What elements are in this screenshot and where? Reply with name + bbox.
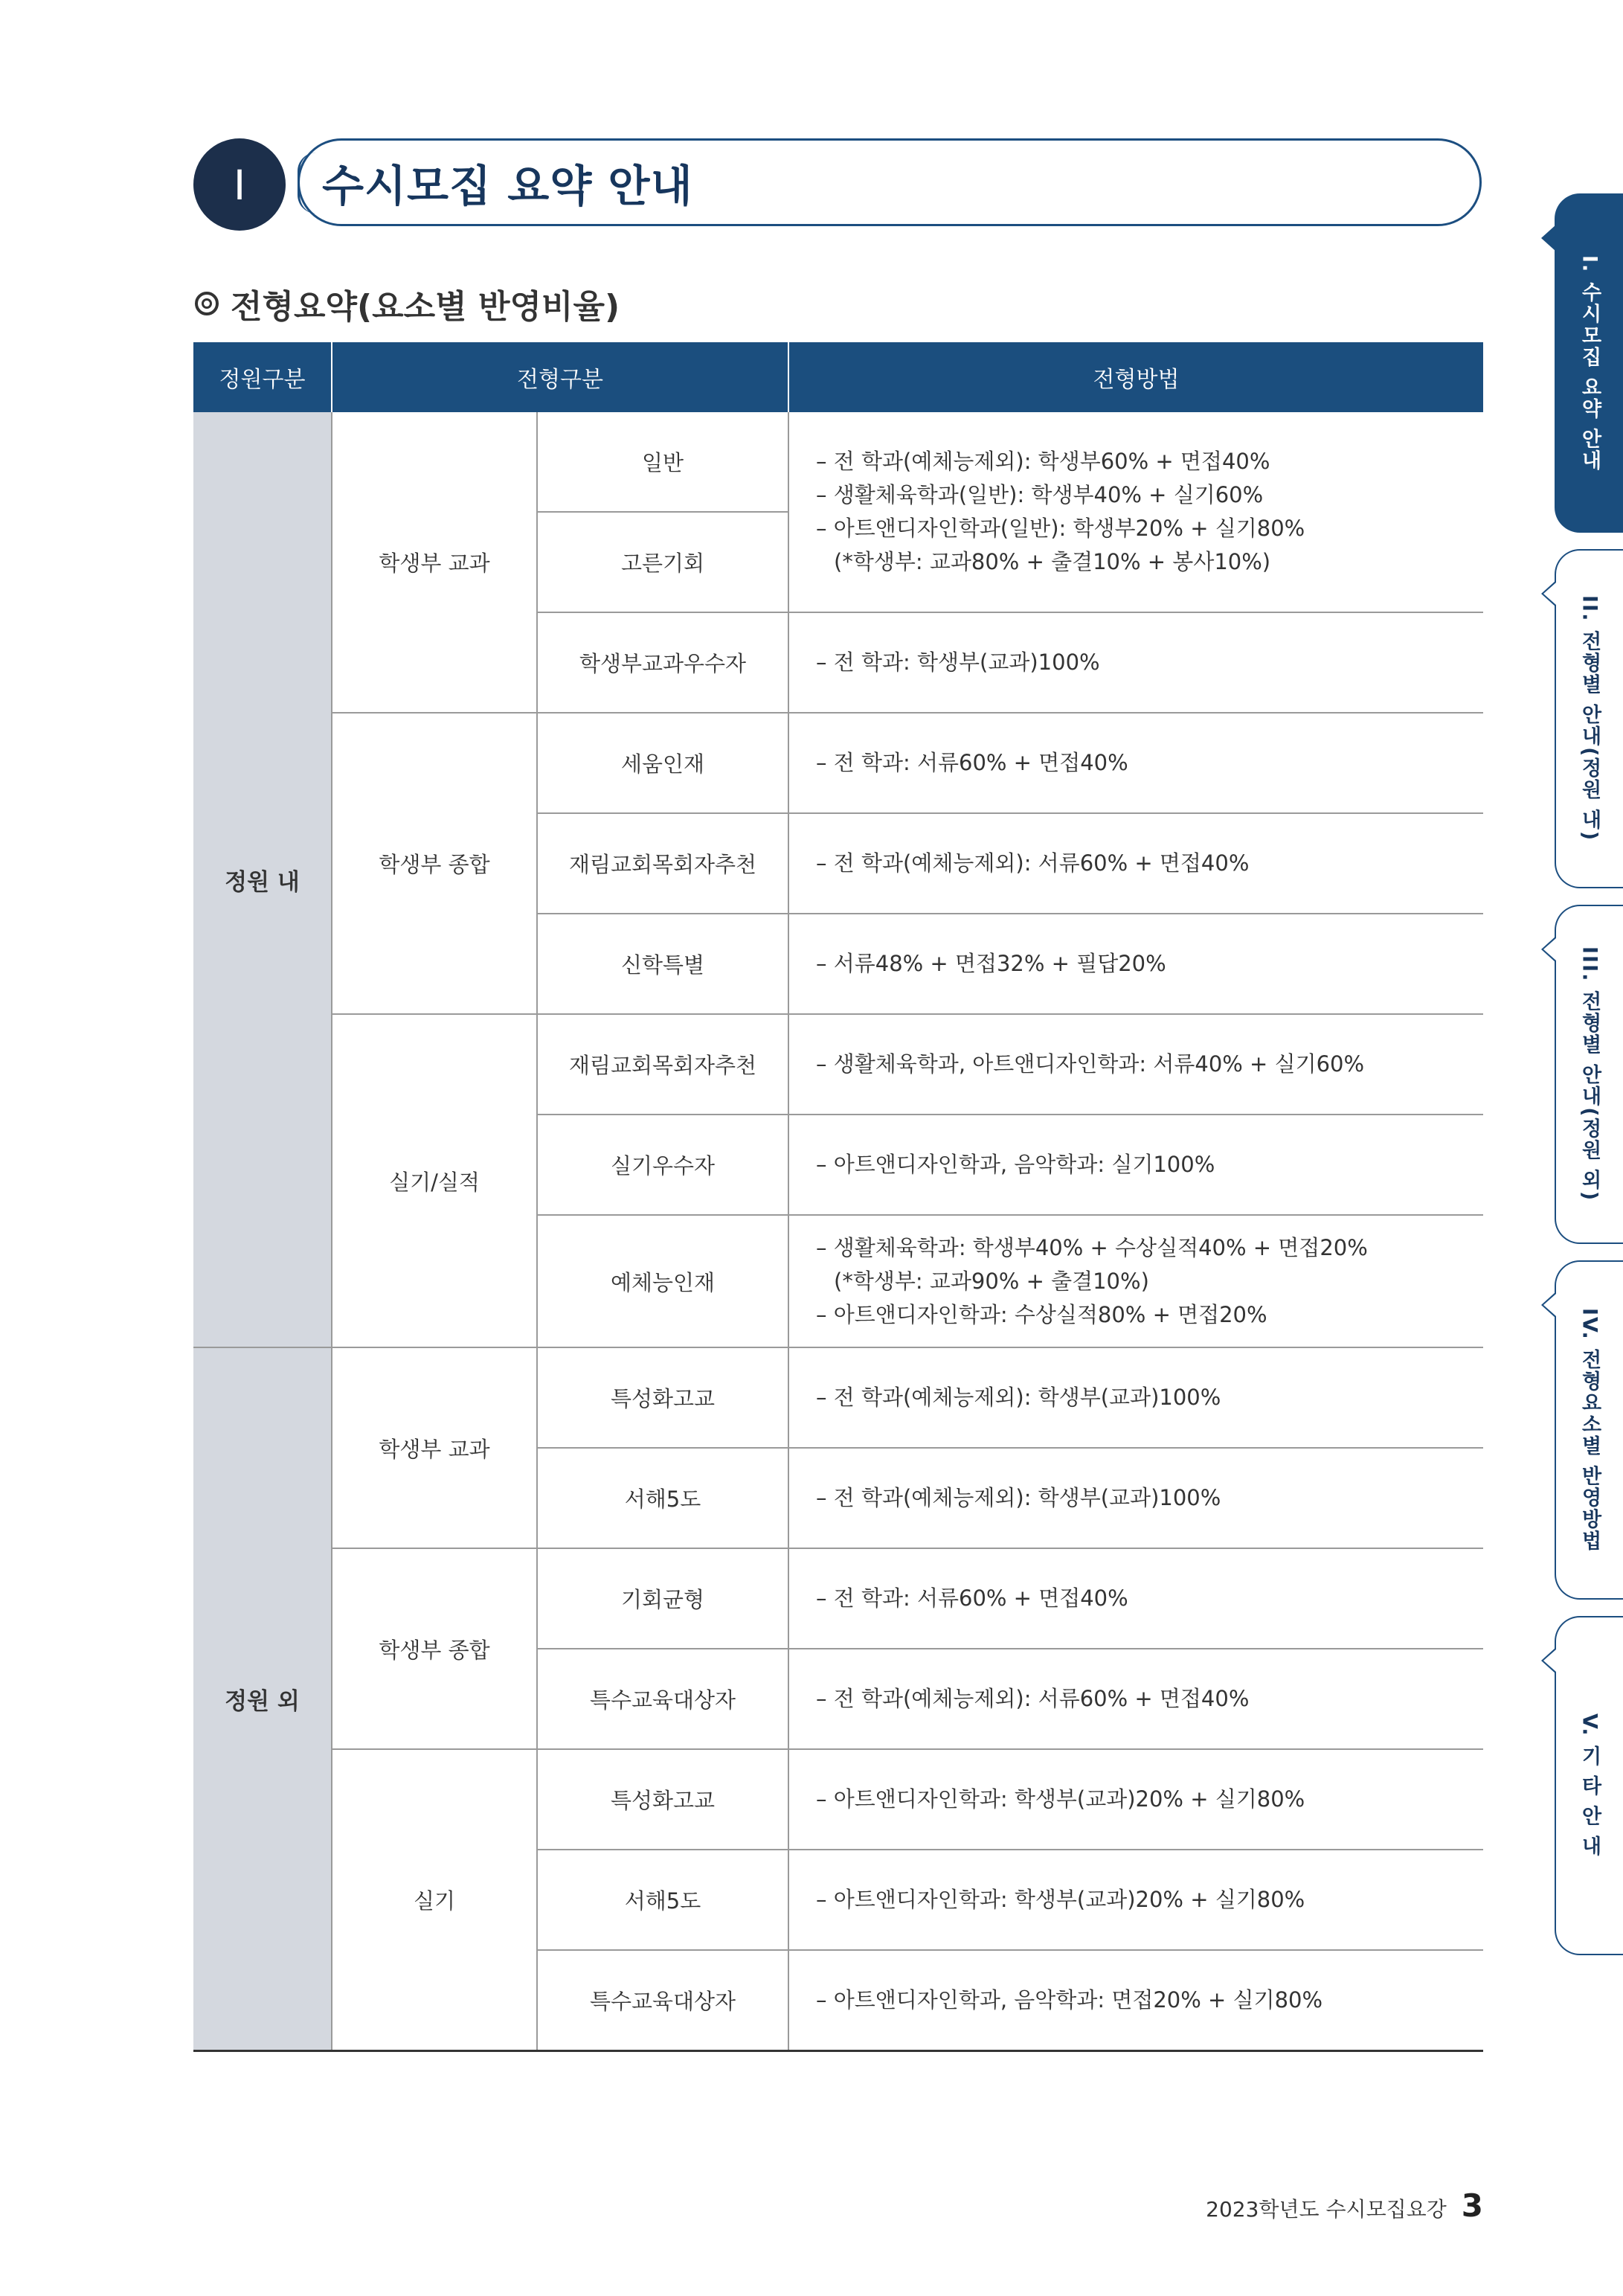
chapter-tab-label: II. 전형별 안내(정원 내) bbox=[1578, 595, 1601, 842]
subheading bbox=[195, 280, 620, 327]
table-row bbox=[193, 713, 1483, 813]
method-line: (*학생부: 교과80% + 출결10% + 봉사10%) bbox=[834, 549, 1271, 574]
summary-table bbox=[193, 342, 1483, 2052]
double-circle-icon bbox=[195, 292, 219, 315]
group-out-quota: 정원 외 bbox=[193, 1347, 332, 2051]
method-line: – 생활체육학과(일반): 학생부40% + 실기60% bbox=[816, 482, 1264, 507]
type-cell: 실기우수자 bbox=[537, 1115, 788, 1215]
method-cell: – 전 학과(예체능제외): 학생부(교과)100% bbox=[788, 1448, 1483, 1548]
category-cell: 학생부 종합 bbox=[332, 1548, 537, 1749]
tab-notch bbox=[1541, 1647, 1556, 1674]
type-cell: 신학특별 bbox=[537, 914, 788, 1014]
table-row bbox=[193, 1749, 1483, 1850]
method-cell: – 생활체육학과, 아트앤디자인학과: 서류40% + 실기60% bbox=[788, 1014, 1483, 1115]
table-row bbox=[193, 1014, 1483, 1115]
table-header-row bbox=[193, 342, 1483, 412]
category-cell: 학생부 종합 bbox=[332, 713, 537, 1014]
subheading-text: 전형요약(요소별 반영비율) bbox=[231, 288, 620, 326]
type-cell: 특성화고교 bbox=[537, 1347, 788, 1448]
chapter-tab-3[interactable] bbox=[1555, 905, 1623, 1244]
type-cell: 특수교육대상자 bbox=[537, 1950, 788, 2051]
method-line: – 아트앤디자인학과(일반): 학생부20% + 실기80% bbox=[816, 516, 1305, 541]
type-cell: 특수교육대상자 bbox=[537, 1649, 788, 1749]
chapter-tab-2[interactable] bbox=[1555, 549, 1623, 888]
document-title: 2023학년도 수시모집요강 bbox=[1206, 2197, 1447, 2222]
category-cell: 학생부 교과 bbox=[332, 1347, 537, 1548]
type-cell: 학생부교과우수자 bbox=[537, 612, 788, 713]
method-cell: – 전 학과: 서류60% + 면접40% bbox=[788, 1548, 1483, 1649]
type-cell: 기회균형 bbox=[537, 1548, 788, 1649]
type-cell: 특성화고교 bbox=[537, 1749, 788, 1850]
section-title: 수시모집 요약 안내 bbox=[322, 161, 693, 211]
type-cell: 서해5도 bbox=[537, 1448, 788, 1548]
table-row bbox=[193, 1548, 1483, 1649]
method-cell: – 아트앤디자인학과, 음악학과: 면접20% + 실기80% bbox=[788, 1950, 1483, 2051]
category-cell: 실기/실적 bbox=[332, 1014, 537, 1347]
type-cell: 고른기회 bbox=[537, 512, 788, 612]
chapter-tab-label: IV. 전형요소별 반영방법 bbox=[1578, 1308, 1601, 1552]
type-cell: 예체능인재 bbox=[537, 1215, 788, 1347]
tab-notch bbox=[1541, 225, 1556, 251]
chapter-tab-label: III. 전형별 안내(정원 외) bbox=[1578, 946, 1601, 1202]
page-footer bbox=[1206, 2187, 1483, 2224]
header-quota: 정원구분 bbox=[193, 342, 332, 412]
tab-notch bbox=[1541, 1292, 1556, 1318]
category-cell: 학생부 교과 bbox=[332, 412, 537, 713]
type-cell: 재림교회목회자추천 bbox=[537, 813, 788, 914]
header-admission-type: 전형구분 bbox=[332, 342, 788, 412]
category-cell: 실기 bbox=[332, 1749, 537, 2051]
method-cell bbox=[788, 412, 1483, 612]
chapter-tab-label: I. 수시모집 요약 안내 bbox=[1578, 254, 1601, 472]
page-number: 3 bbox=[1461, 2187, 1483, 2224]
tab-notch bbox=[1541, 936, 1556, 963]
section-number: I bbox=[233, 160, 246, 209]
method-line: – 생활체육학과: 학생부40% + 수상실적40% + 면접20% bbox=[816, 1234, 1368, 1260]
chapter-tab-4[interactable] bbox=[1555, 1260, 1623, 1600]
type-cell: 세움인재 bbox=[537, 713, 788, 813]
method-cell: – 아트앤디자인학과, 음악학과: 실기100% bbox=[788, 1115, 1483, 1215]
method-cell bbox=[788, 1215, 1483, 1347]
chapter-tab-1[interactable] bbox=[1555, 193, 1623, 533]
table-row bbox=[193, 412, 1483, 512]
type-cell: 서해5도 bbox=[537, 1850, 788, 1950]
method-cell: – 서류48% + 면접32% + 필답20% bbox=[788, 914, 1483, 1014]
table-row bbox=[193, 1347, 1483, 1448]
method-cell: – 전 학과(예체능제외): 학생부(교과)100% bbox=[788, 1347, 1483, 1448]
section-title-box bbox=[298, 138, 1482, 226]
method-cell: – 전 학과(예체능제외): 서류60% + 면접40% bbox=[788, 1649, 1483, 1749]
tab-notch bbox=[1541, 580, 1556, 607]
method-cell: – 전 학과(예체능제외): 서류60% + 면접40% bbox=[788, 813, 1483, 914]
method-cell: – 전 학과: 학생부(교과)100% bbox=[788, 612, 1483, 713]
header-method: 전형방법 bbox=[788, 342, 1483, 412]
section-number-badge bbox=[193, 138, 286, 231]
type-cell: 재림교회목회자추천 bbox=[537, 1014, 788, 1115]
method-cell: – 전 학과: 서류60% + 면접40% bbox=[788, 713, 1483, 813]
method-cell: – 아트앤디자인학과: 학생부(교과)20% + 실기80% bbox=[788, 1749, 1483, 1850]
chapter-tab-label: V. 기 타 안 내 bbox=[1578, 1713, 1601, 1858]
method-cell: – 아트앤디자인학과: 학생부(교과)20% + 실기80% bbox=[788, 1850, 1483, 1950]
method-line: – 아트앤디자인학과: 수상실적80% + 면접20% bbox=[816, 1301, 1267, 1327]
method-line: – 전 학과(예체능제외): 학생부60% + 면접40% bbox=[816, 449, 1270, 474]
group-in-quota: 정원 내 bbox=[193, 412, 332, 1347]
method-line: (*학생부: 교과90% + 출결10%) bbox=[834, 1268, 1149, 1294]
type-cell: 일반 bbox=[537, 412, 788, 512]
chapter-tab-5[interactable] bbox=[1555, 1616, 1623, 1955]
